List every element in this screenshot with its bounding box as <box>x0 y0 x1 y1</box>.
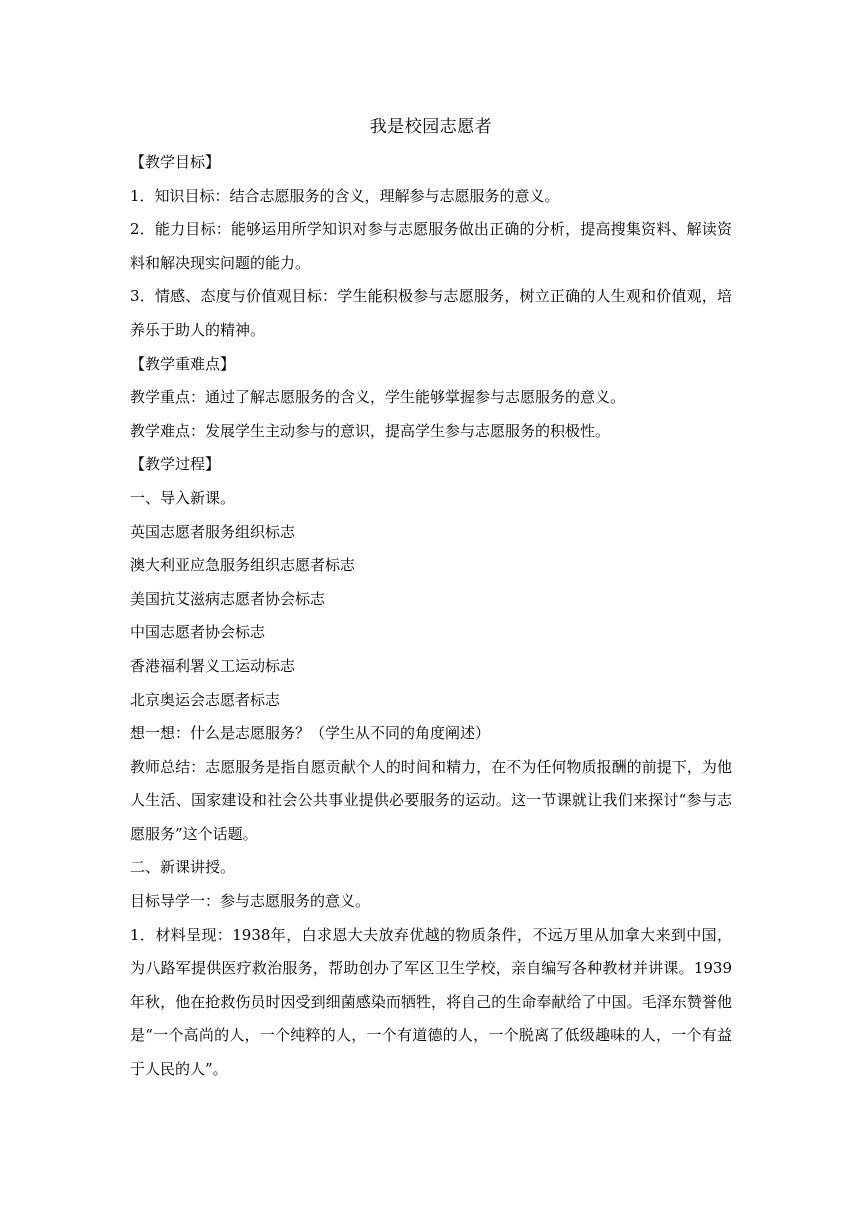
section-heading-process: 【教学过程】 <box>130 455 221 474</box>
list-item-logo-australia: 澳大利亚应急服务组织志愿者标志 <box>130 556 356 575</box>
objective-knowledge: 1．知识目标：结合志愿服务的含义，理解参与志愿服务的意义。 <box>130 186 560 205</box>
think-question: 想一想：什么是志愿服务？（学生从不同的角度阐述） <box>130 724 491 743</box>
list-item-logo-hongkong: 香港福利署义工运动标志 <box>130 656 296 675</box>
key-point: 教学重点：通过了解志愿服务的含义，学生能够掌握参与志愿服务的意义。 <box>130 388 626 407</box>
list-item-logo-uk: 英国志愿者服务组织标志 <box>130 522 296 541</box>
objective-ability: 2．能力目标：能够运用所学知识对参与志愿服务做出正确的分析，提高搜集资料、解读资料和解决现实问题的能力。 <box>130 220 732 272</box>
target-guide-one: 目标导学一：参与志愿服务的意义。 <box>130 892 371 911</box>
document-body <box>130 112 732 1087</box>
difficult-point: 教学难点：发展学生主动参与的意识，提高学生参与志愿服务的积极性。 <box>130 421 611 440</box>
list-item-logo-china: 中国志愿者协会标志 <box>130 623 266 642</box>
material-presentation: 1．材料呈现：1938年，白求恩大夫放弃优越的物质条件，不远万里从加拿大来到中国，为八路军提供医疗救治服务，帮助创办了军区卫生学校，亲自编写各种教材并讲课。1939 年秋，他在抢救伤员时因受到细菌感染而牺牲，将自己的生命奉献给了中国。毛泽东赞誉他是“一个高尚的人，一个纯粹的人，一个有道德的人，一个脱离了低级趣味的人，一个有益于人民的人”。 <box>130 925 732 1079</box>
step-introduction: 一、导入新课。 <box>130 488 236 507</box>
teacher-summary: 教师总结：志愿服务是指自愿贡献个人的时间和精力，在不为任何物质报酬的前提下，为他人生活、国家建设和社会公共事业提供必要服务的运动。这一节课就让我们来探讨“参与志愿服务”这个话题。 <box>130 757 732 843</box>
list-item-logo-usa: 美国抗艾滋病志愿者协会标志 <box>130 589 326 608</box>
document-title: 我是校园志愿者 <box>369 117 493 137</box>
list-item-logo-beijing: 北京奥运会志愿者标志 <box>130 690 281 709</box>
section-heading-key-points: 【教学重难点】 <box>130 354 236 373</box>
step-new-lesson: 二、新课讲授。 <box>130 858 236 877</box>
section-heading-objectives: 【教学目标】 <box>130 153 221 171</box>
objective-values: 3．情感、态度与价值观目标：学生能积极参与志愿服务，树立正确的人生观和价值观，培养乐于助人的精神。 <box>130 287 732 339</box>
